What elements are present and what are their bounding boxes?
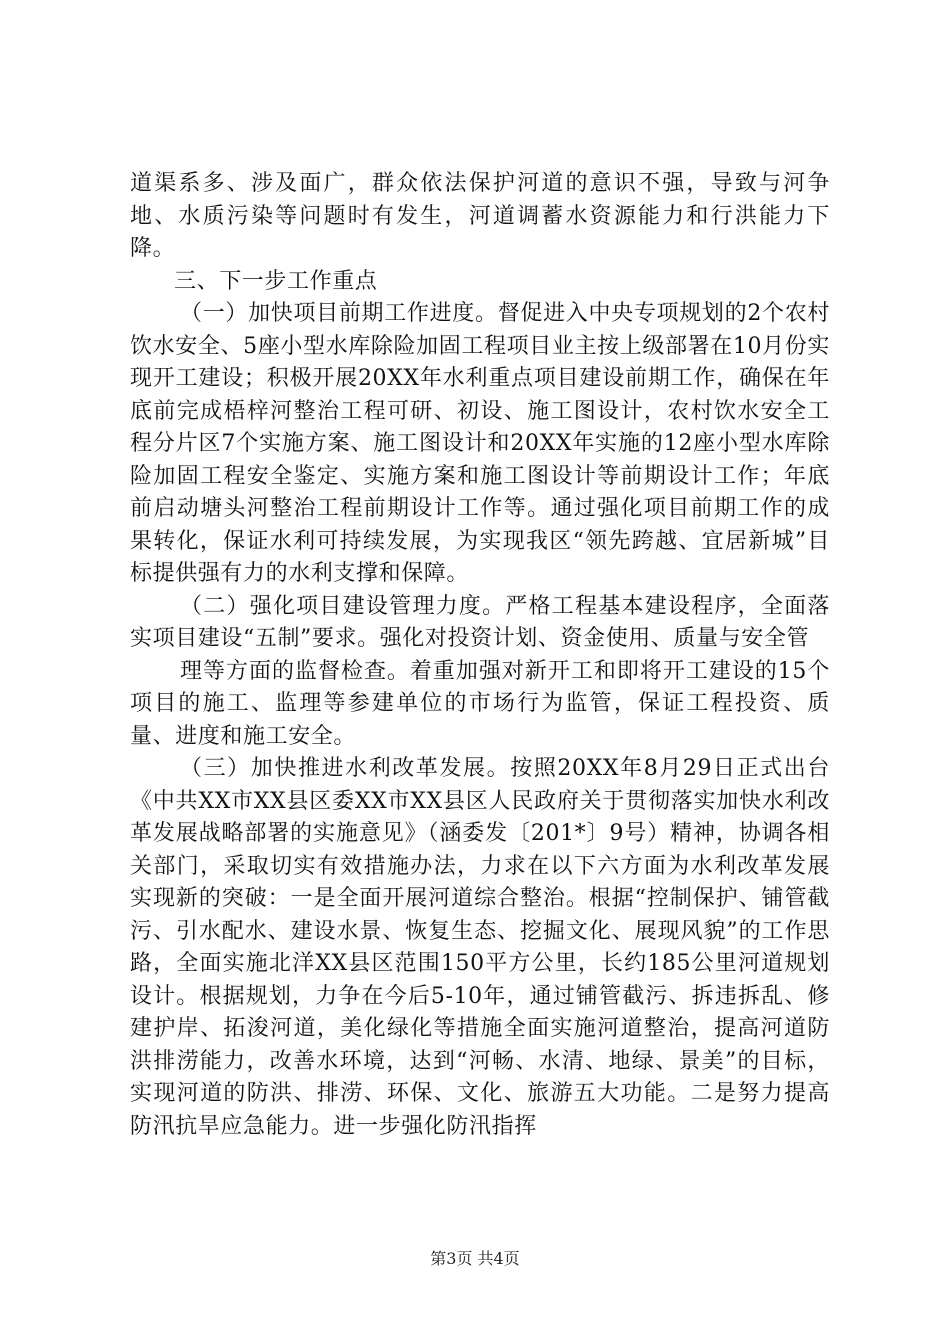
page-number-footer: 第3页 共4页 (430, 1249, 520, 1268)
body-text (130, 168, 830, 1143)
paragraph-continuation: 道渠系多、涉及面广，群众依法保护河道的意识不强，导致与河争地、水质污染等问题时有发生，河道调蓄水资源能力和行洪能力下降。 (130, 171, 830, 261)
section-heading: 三、下一步工作重点 (174, 268, 378, 294)
paragraph-item-2-continued: 理等方面的监督检查。着重加强对新开工和即将开工建设的15个项目的施工、监理等参建单位的市场行为监管，保证工程投资、质量、进度和施工安全。 (130, 658, 830, 749)
paragraph-item-1: （一）加快项目前期工作进度。督促进入中央专项规划的2个农村饮水安全、5座小型水库除险加固工程项目业主按上级部署在10月份实现开工建设；积极开展20XX年水利重点项目建设前期工作，确保在年底前完成梧梓河整治工程可研、初设、施工图设计，农村饮水安全工程分片区7个实施方案、施工图设计和20XX年实施的12座小型水库除险加固工程安全鉴定、实施方案和施工图设计等前期设计工作；年底前启动塘头河整治工程前期设计工作等。通过强化项目前期工作的成果转化，保证水利可持续发展，为实现我区“领先跨越、宜居新城”目标提供强有力的水利支撑和保障。 (130, 301, 830, 586)
paragraph-item-3: （三）加快推进水利改革发展。按照20XX年8月29日正式出台《中共XX市XX县区委XX市XX县区人民政府关于贯彻落实加快水利改革发展战略部署的实施意见》（涵委发〔201*〕9号）精神，协调各相关部门，采取切实有效措施办法，力求在以下六方面为水利改革发展实现新的突破：一是全面开展河道综合整治。根据“控制保护、铺管截污、引水配水、建设水景、恢复生态、挖掘文化、展现风貌”的工作思路，全面实施北洋XX县区范围150平方公里，长约185公里河道规划设计。根据规划，力争在今后5-10年，通过铺管截污、拆违拆乱、修建护岸、拓浚河道，美化绿化等措施全面实施河道整治，提高河道防洪排涝能力，改善水环境，达到“河畅、水清、地绿、景美”的目标，实现河道的防洪、排涝、环保、文化、旅游五大功能。二是努力提高防汛抗旱应急能力。进一步强化防汛指挥 (130, 756, 830, 1139)
paragraph-item-2: （二）强化项目建设管理力度。严格工程基本建设程序，全面落实项目建设“五制”要求。强化对投资计划、资金使用、质量与安全管 (130, 593, 830, 651)
